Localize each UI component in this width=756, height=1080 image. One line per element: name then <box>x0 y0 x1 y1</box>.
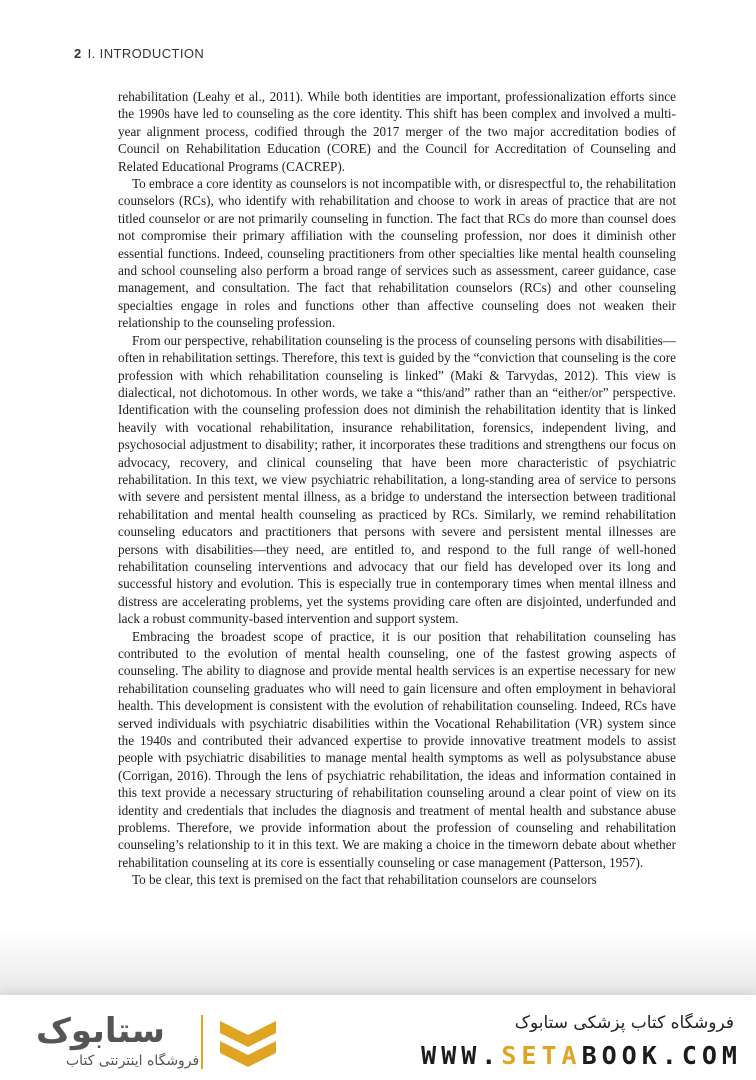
bottom-fade <box>0 930 756 1000</box>
watermark-footer <box>0 995 756 1080</box>
logo-divider <box>201 1015 203 1069</box>
url-accent: SETA <box>501 1041 582 1070</box>
paragraph-5: To be clear, this text is premised on the fact that rehabilitation counselors are counselors <box>132 872 597 888</box>
paragraph-2: To embrace a core identity as counselors is not incompatible with, or disrespectful to, the rehabilitation counselors (RCs), who identify with rehabilitation and choose to work in areas of practice that are not titled counselor or are not primarily counseling in function. The fact that RCs do more than counsel does not compromise their primary affiliation with the counseling profession, nor does it diminish other essential functions. Indeed, counseling practitioners from other specialties like mental health counseling and school counseling also perform a broad range of services such as assessment, career guidance, case management, and consultation. The fact that rehabilitation counselors (RCs) and other counseling specialties engage in roles and functions other than affective counseling does not weaken their relationship to the counseling profession. <box>118 176 676 331</box>
shop-url <box>421 1041 742 1070</box>
shop-name: فروشگاه کتاب پزشکی ستابوک <box>514 1013 734 1033</box>
body-text <box>118 88 676 889</box>
logo-text: ستابوک <box>36 1011 165 1051</box>
running-head <box>74 46 204 61</box>
section-title: I. INTRODUCTION <box>87 46 205 61</box>
url-suffix: BOOK.COM <box>581 1041 742 1070</box>
url-prefix: WWW. <box>421 1041 502 1070</box>
book-chevron-icon <box>216 1013 280 1071</box>
paragraph-3: From our perspective, rehabilitation counseling is the process of counseling persons with disabilities—often in rehabilitation settings. Therefore, this text is guided by the “conviction that counseling is the core profession with which rehabilitation counseling is linked” (Maki & Tarvydas, 2012). This view is dialectical, not dichotomous. In other words, we take a “this/and” rather than an “either/or” perspective. Identification with the counseling profession does not diminish the rehabilitation identity that is linked heavily with vocational rehabilitation, insurance rehabilitation, forensics, independent living, and psychosocial adjustment to disability; rather, it incorporates these traditions and strengthens our focus on advocacy, recovery, and clinical counseling that have been more characteristic of psychiatric rehabilitation. In this text, we view psychiatric rehabilitation, a long-standing area of service to persons with severe and persistent mental illness, as a bridge to understand the intersection between traditional rehabilitation and mental health counseling as practiced by RCs. Similarly, we remind rehabilitation counseling educators and practitioners that persons with severe and persistent mental illnesses are persons with disabilities—they need, are entitled to, and respond to the full range of well-honed rehabilitation counseling interventions and advocacy that our field has developed over its long and successful history and evolution. This is especially true in contemporary times when mental illness and distress are accelerating problems, yet the systems providing care often are disjointed, underfunded and lack a robust community-based intervention and support system. <box>118 332 676 627</box>
paragraph-4: Embracing the broadest scope of practice, it is our position that rehabilitation counseling has contributed to the evolution of mental health counseling, one of the fastest growing aspects of counseling. The ability to diagnose and provide mental health services is an expertise necessary for new rehabilitation counseling graduates who will need to gain licensure and often employment in behavioral health. This development is consistent with the evolution of rehabilitation counseling. Indeed, RCs have served individuals with psychiatric disabilities within the Vocational Rehabilitation (VR) system since the 1940s and contributed their advanced expertise to provide innovative treatment models to assist people with psychiatric disabilities to manage mental health symptoms as well as polysubstance abuse (Corrigan, 2016). Through the lens of psychiatric rehabilitation, the ideas and information contained in this text provide a necessary structuring of rehabilitation counseling around a clear point of view on its identity and credentials that includes the diagnosis and treatment of mental health and substance abuse problems. Therefore, we provide information about the profession of counseling and rehabilitation counseling’s relationship to it in this text. We are making a choice in the timeworn debate about whether rehabilitation counseling at its core is essentially counseling or case management (Patterson, 1957). <box>118 628 676 870</box>
setabook-logo <box>36 1011 286 1073</box>
paragraph-1: rehabilitation (Leahy et al., 2011). While both identities are important, professionalization efforts since the 1990s have led to counseling as the core identity. This shift has been complex and involved a multi-year alignment process, codified through the 2017 merger of the two major accreditation bodies of Council on Rehabilitation Education (CORE) and the Council for Accreditation of Counseling and Related Educational Programs (CACREP). <box>118 89 676 174</box>
page-number: 2 <box>74 46 82 61</box>
logo-subtitle: فروشگاه اینترنتی کتاب <box>66 1053 200 1069</box>
